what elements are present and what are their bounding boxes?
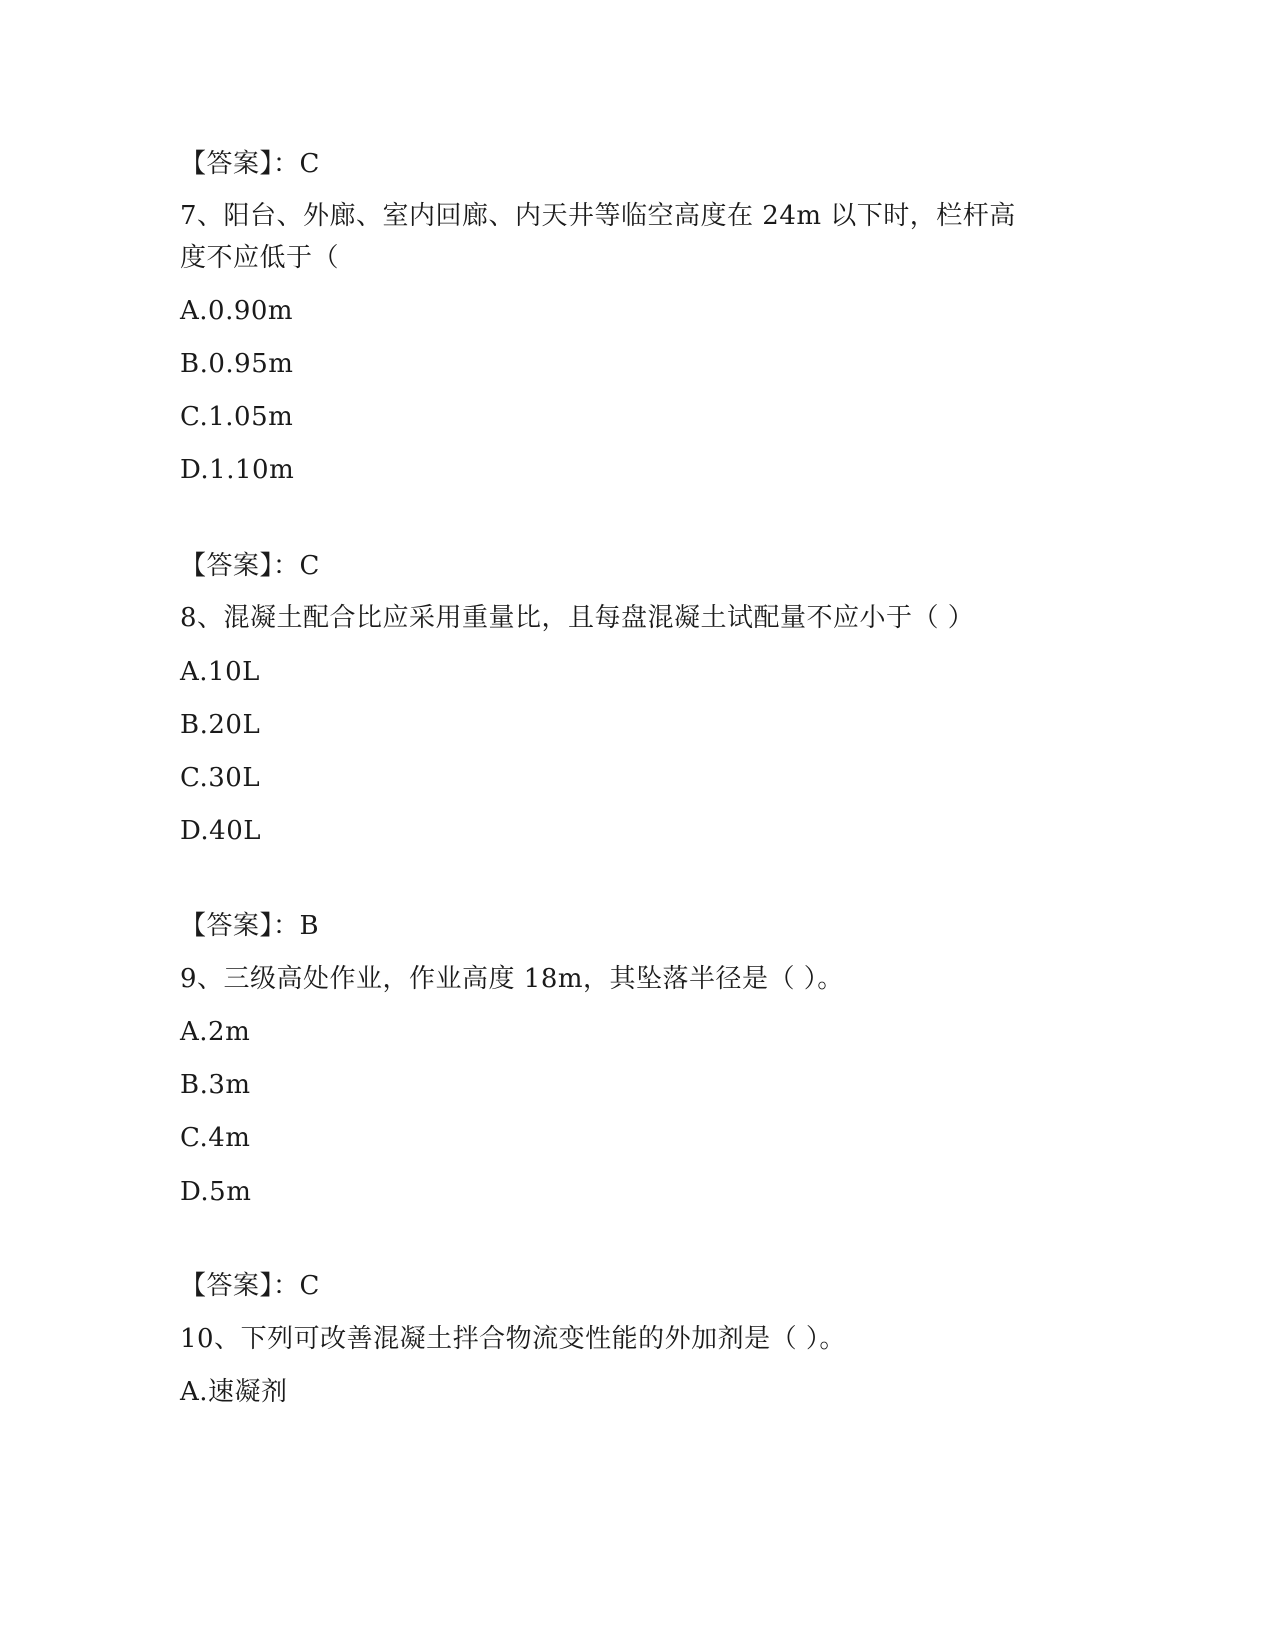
option-8a: A.10L bbox=[180, 657, 260, 687]
option-10a: A.速凝剂 bbox=[180, 1377, 288, 1407]
answer-line bbox=[180, 549, 320, 583]
answer-line bbox=[180, 147, 320, 181]
answer-label: 【答案】： bbox=[180, 551, 300, 581]
option-7a: A.0.90m bbox=[180, 296, 294, 326]
question-9: 9、三级高处作业，作业高度 18m，其坠落半径是（ ）。 bbox=[180, 964, 844, 994]
question-8: 8、混凝土配合比应采用重量比，且每盘混凝土试配量不应小于（ ） bbox=[180, 603, 975, 633]
option-7b: B.0.95m bbox=[180, 349, 294, 379]
answer-label: 【答案】： bbox=[180, 911, 300, 941]
answer-value: C bbox=[299, 149, 320, 179]
option-7c: C.1.05m bbox=[180, 402, 294, 432]
answer-value: C bbox=[299, 1271, 320, 1301]
option-8c: C.30L bbox=[180, 763, 261, 793]
option-9a: A.2m bbox=[180, 1017, 251, 1047]
option-9c: C.4m bbox=[180, 1123, 251, 1153]
answer-value: C bbox=[299, 551, 320, 581]
answer-label: 【答案】： bbox=[180, 149, 300, 179]
question-7: 7、阳台、外廊、室内回廊、内天井等临空高度在 24m 以下时，栏杆高度不应低于（ bbox=[180, 201, 1016, 273]
option-8d: D.40L bbox=[180, 816, 262, 846]
answer-label: 【答案】： bbox=[180, 1271, 300, 1301]
option-9d: D.5m bbox=[180, 1177, 252, 1207]
answer-value: B bbox=[299, 911, 320, 941]
question-10: 10、下列可改善混凝土拌合物流变性能的外加剂是（ ）。 bbox=[180, 1324, 846, 1354]
option-9b: B.3m bbox=[180, 1070, 251, 1100]
option-8b: B.20L bbox=[180, 710, 261, 740]
answer-line bbox=[180, 909, 319, 943]
answer-line bbox=[180, 1269, 320, 1303]
option-7d: D.1.10m bbox=[180, 455, 295, 485]
